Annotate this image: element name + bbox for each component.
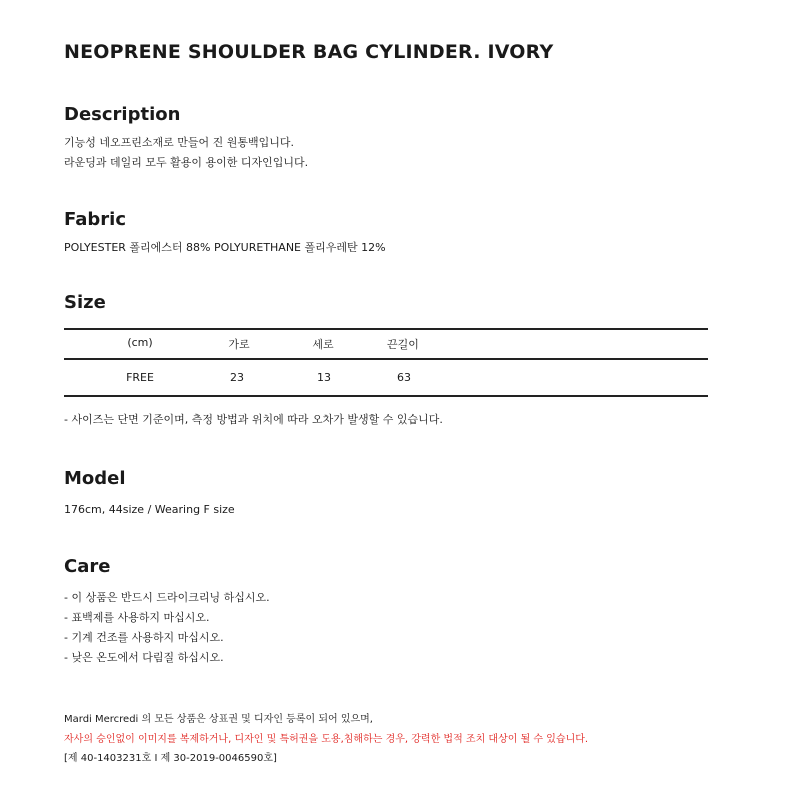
table-header-rule <box>64 358 708 360</box>
footer-copyright: Mardi Mercredi 의 모든 상품은 상표권 및 디자인 등록이 되어 있으며, <box>64 714 373 725</box>
fabric-heading: Fabric <box>64 209 126 230</box>
care-heading: Care <box>64 556 111 577</box>
size-row-height: 13 <box>317 371 331 384</box>
size-header-height: 세로 <box>312 338 334 351</box>
table-top-rule <box>64 328 708 330</box>
size-note: - 사이즈는 단면 기준이며, 측정 방법과 위치에 따라 오차가 발생할 수 있습니다. <box>64 413 443 426</box>
footer-registration: [제 40-1403231호 I 제 30-2019-0046590호] <box>64 753 277 764</box>
size-row-strap: 63 <box>397 371 411 384</box>
table-bottom-rule <box>64 395 708 397</box>
fabric-text: POLYESTER 폴리에스터 88% POLYURETHANE 폴리우레탄 12% <box>64 241 386 254</box>
size-header-unit: (cm) <box>127 336 153 349</box>
size-heading: Size <box>64 292 106 313</box>
description-heading: Description <box>64 104 181 125</box>
model-text: 176cm, 44size / Wearing F size <box>64 503 235 516</box>
size-header-strap: 끈길이 <box>387 338 419 351</box>
care-line-4: - 낮은 온도에서 다림질 하십시오. <box>64 651 224 664</box>
care-line-3: - 기계 건조를 사용하지 마십시오. <box>64 631 224 644</box>
care-line-2: - 표백제를 사용하지 마십시오. <box>64 611 210 624</box>
description-line-1: 기능성 네오프린소재로 만들어 진 원통백입니다. <box>64 136 295 149</box>
care-line-1: - 이 상품은 반드시 드라이크리닝 하십시오. <box>64 591 270 604</box>
footer-warning: 자사의 승인없이 이미지를 복제하거나, 디자인 및 특허권을 도용,침해하는 경우, 강력한 법적 조치 대상이 될 수 있습니다. <box>64 734 589 745</box>
size-row-width: 23 <box>230 371 244 384</box>
product-title: NEOPRENE SHOULDER BAG CYLINDER. IVORY <box>64 41 554 63</box>
description-line-2: 라운딩과 데일리 모두 활용이 용이한 디자인입니다. <box>64 156 309 169</box>
size-header-width: 가로 <box>228 338 250 351</box>
model-heading: Model <box>64 468 126 489</box>
size-row-label: FREE <box>126 371 154 384</box>
